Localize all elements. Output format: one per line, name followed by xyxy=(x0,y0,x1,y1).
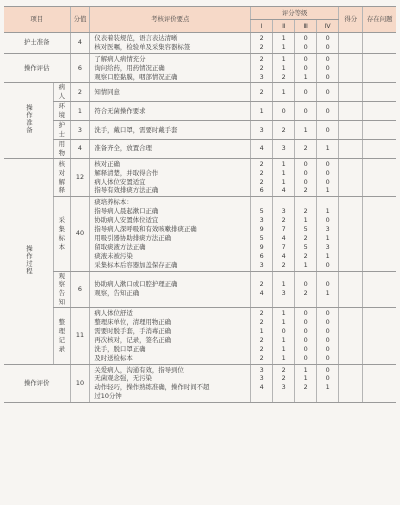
grade-value: 0 xyxy=(325,365,330,374)
problems-cell[interactable] xyxy=(363,33,396,54)
grade-value: 0 xyxy=(281,326,286,335)
grade-value: 3 xyxy=(259,374,264,383)
grade-value: 0 xyxy=(325,34,330,42)
item-name: 用物 xyxy=(54,139,71,158)
grade-value: 0 xyxy=(303,106,308,115)
grade-value: 0 xyxy=(325,335,330,344)
requirement-line: 观察口腔黏膜，咽部情况正确 xyxy=(94,72,178,81)
grade-value: 0 xyxy=(325,63,330,72)
grade-cell xyxy=(317,364,339,403)
grade-value: 0 xyxy=(303,318,308,327)
grade-value: 7 xyxy=(281,242,286,251)
grade-value: 3 xyxy=(325,225,330,234)
grade-value: 3 xyxy=(259,72,264,81)
grade-value: 2 xyxy=(259,344,264,353)
table-row xyxy=(4,158,396,197)
requirement-line: 观察，告知正确 xyxy=(94,289,140,298)
requirements-cell xyxy=(90,139,251,158)
grade-cell xyxy=(251,364,273,403)
grade-value: 9 xyxy=(259,242,264,251)
problems-cell[interactable] xyxy=(363,83,396,102)
grade-value: 0 xyxy=(325,260,330,269)
requirements-cell xyxy=(90,308,251,364)
grade-value: 1 xyxy=(325,289,330,298)
table-row xyxy=(4,83,396,102)
grade-cell xyxy=(251,158,273,197)
grade-value: 0 xyxy=(303,42,308,51)
score-got-cell[interactable] xyxy=(339,197,363,271)
grade-value: 2 xyxy=(259,54,264,63)
grade-value: 0 xyxy=(303,326,308,335)
grade-value: 1 xyxy=(281,177,286,186)
table-row xyxy=(4,33,396,54)
grade-value: 2 xyxy=(281,260,286,269)
score-got-cell[interactable] xyxy=(339,53,363,83)
grade-value: 2 xyxy=(259,177,264,186)
requirements-cell xyxy=(90,271,251,308)
requirement-line: 痰培养标本： xyxy=(94,198,133,207)
item-name: 核对解释 xyxy=(54,158,71,197)
category-prep-label: 操作准备 xyxy=(24,104,33,134)
problems-cell[interactable] xyxy=(363,139,396,158)
requirement-line: 准备齐全，放置合理 xyxy=(94,144,152,153)
grade-cell xyxy=(317,83,339,102)
grade-value: 2 xyxy=(259,280,264,289)
grade-cell xyxy=(251,139,273,158)
requirement-line: 及时送检标本 xyxy=(94,353,133,362)
grade-value: 2 xyxy=(303,383,308,392)
grade-value: 0 xyxy=(325,177,330,186)
grade-value: 0 xyxy=(303,159,308,168)
grade-cell xyxy=(273,271,295,308)
grade-value: 1 xyxy=(281,34,286,42)
grade-value: 2 xyxy=(303,186,308,195)
header-grade-3: Ⅲ xyxy=(295,20,317,33)
grade-value: 5 xyxy=(259,233,264,242)
grade-value: 0 xyxy=(303,280,308,289)
grade-cell xyxy=(273,102,295,121)
grade-value: 0 xyxy=(303,87,308,96)
grade-value: 0 xyxy=(325,353,330,362)
grade-cell xyxy=(295,33,317,54)
requirement-line: 洗手，脱口罩正确 xyxy=(94,344,146,353)
problems-cell[interactable] xyxy=(363,271,396,308)
grade-value: 2 xyxy=(303,233,308,242)
grade-value: 1 xyxy=(303,125,308,134)
requirement-line: 指导有效排痰方法正确 xyxy=(94,186,159,195)
grade-value: 1 xyxy=(281,159,286,168)
grade-cell xyxy=(317,139,339,158)
grade-value: 0 xyxy=(281,106,286,115)
grade-value: 1 xyxy=(281,87,286,96)
grade-value: 1 xyxy=(281,353,286,362)
requirement-line: 指导病人深呼吸和有效咳嗽排痰正确 xyxy=(94,225,197,234)
grade-value: 2 xyxy=(303,207,308,216)
requirement-line: 动作轻巧，操作熟练准确，操作时间不超 xyxy=(94,383,210,392)
grade-value: 2 xyxy=(259,168,264,177)
table-row xyxy=(4,271,396,308)
item-score: 2 xyxy=(70,83,90,102)
grade-value: 1 xyxy=(281,335,286,344)
grade-value xyxy=(253,392,270,401)
item-score: 40 xyxy=(70,197,90,271)
problems-cell[interactable] xyxy=(363,102,396,121)
grade-cell xyxy=(295,121,317,140)
grade-cell xyxy=(317,158,339,197)
grade-value: 1 xyxy=(303,216,308,225)
grade-value: 1 xyxy=(281,280,286,289)
problems-cell[interactable] xyxy=(363,197,396,271)
grade-value: 1 xyxy=(281,344,286,353)
item-name: 整理记录 xyxy=(54,308,71,364)
grade-cell xyxy=(295,308,317,364)
grade-value: 0 xyxy=(325,216,330,225)
item-score: 11 xyxy=(70,308,90,364)
requirements-cell xyxy=(90,364,251,403)
table-row xyxy=(4,197,396,271)
item-score: 6 xyxy=(70,53,90,83)
category-prep xyxy=(4,83,54,158)
grade-value xyxy=(319,198,336,207)
score-got-cell[interactable] xyxy=(339,102,363,121)
score-got-cell[interactable] xyxy=(339,308,363,364)
grade-value: 2 xyxy=(281,216,286,225)
grade-value: 0 xyxy=(325,318,330,327)
grade-cell xyxy=(317,308,339,364)
item-score: 4 xyxy=(70,139,90,158)
grade-value: 0 xyxy=(303,168,308,177)
grade-value: 1 xyxy=(325,251,330,260)
grade-cell xyxy=(317,33,339,54)
grade-value: 1 xyxy=(259,106,264,115)
header-grade-1: Ⅰ xyxy=(251,20,273,33)
requirement-line: 指导病人晨起漱口正确 xyxy=(94,207,159,216)
grade-value xyxy=(275,198,292,207)
grade-value: 2 xyxy=(259,63,264,72)
grade-cell xyxy=(251,53,273,83)
header-grade-group: 评分等级 xyxy=(251,7,339,20)
grade-value: 4 xyxy=(259,289,264,298)
grade-cell xyxy=(317,102,339,121)
item-score: 4 xyxy=(70,33,90,54)
grade-value: 2 xyxy=(259,309,264,318)
grade-value: 1 xyxy=(303,72,308,81)
grade-cell xyxy=(251,197,273,271)
grade-value: 4 xyxy=(259,383,264,392)
grade-value: 0 xyxy=(303,335,308,344)
grade-value: 3 xyxy=(281,289,286,298)
grade-value: 0 xyxy=(303,54,308,63)
problems-cell[interactable] xyxy=(363,308,396,364)
grade-value: 2 xyxy=(281,374,286,383)
grade-value: 0 xyxy=(303,309,308,318)
grade-value: 0 xyxy=(325,168,330,177)
grade-value: 2 xyxy=(303,289,308,298)
item-name: 操作评估 xyxy=(4,53,70,83)
grade-value: 0 xyxy=(325,42,330,51)
requirement-line: 再次核对，记录，签名正确 xyxy=(94,335,172,344)
grade-value: 0 xyxy=(325,106,330,115)
grade-value: 0 xyxy=(325,326,330,335)
grade-value: 0 xyxy=(303,353,308,362)
grade-cell xyxy=(317,121,339,140)
grade-cell xyxy=(295,102,317,121)
grade-cell xyxy=(273,158,295,197)
grade-value: 2 xyxy=(259,34,264,42)
requirements-cell xyxy=(90,102,251,121)
grade-value: 1 xyxy=(325,144,330,153)
grade-value: 2 xyxy=(259,335,264,344)
grade-value: 0 xyxy=(303,344,308,353)
item-name: 采集标本 xyxy=(54,197,71,271)
problems-cell[interactable] xyxy=(363,53,396,83)
grade-value xyxy=(275,392,292,401)
grade-cell xyxy=(295,271,317,308)
requirement-line: 协助病人安置体位适宜 xyxy=(94,216,159,225)
header-requirements: 考核评价要点 xyxy=(90,7,251,33)
grade-cell xyxy=(295,158,317,197)
category-process xyxy=(4,158,54,364)
requirements-cell xyxy=(90,158,251,197)
grade-value: 0 xyxy=(303,34,308,42)
requirement-line: 留取痰液方法正确 xyxy=(94,242,146,251)
grade-value: 1 xyxy=(281,168,286,177)
requirement-line: 痰液未被污染 xyxy=(94,251,133,260)
grade-cell xyxy=(273,364,295,403)
grade-value: 2 xyxy=(281,365,286,374)
requirements-cell xyxy=(90,197,251,271)
grade-cell xyxy=(273,33,295,54)
table-row xyxy=(4,364,396,403)
grade-value: 1 xyxy=(325,233,330,242)
grade-value: 1 xyxy=(281,318,286,327)
requirement-line: 协助病人漱口或口腔护理正确 xyxy=(94,280,178,289)
grade-value: 3 xyxy=(259,125,264,134)
grade-value: 1 xyxy=(281,309,286,318)
score-got-cell[interactable] xyxy=(339,271,363,308)
problems-cell[interactable] xyxy=(363,158,396,197)
category-process-label: 操作过程 xyxy=(24,244,33,275)
score-got-cell[interactable] xyxy=(339,364,363,403)
grade-value: 2 xyxy=(259,87,264,96)
score-got-cell[interactable] xyxy=(339,33,363,54)
grade-cell xyxy=(273,139,295,158)
grade-value xyxy=(253,198,270,207)
grade-value: 0 xyxy=(325,344,330,353)
grade-cell xyxy=(273,308,295,364)
item-name: 观察告知 xyxy=(54,271,71,308)
score-got-cell[interactable] xyxy=(339,121,363,140)
grade-cell xyxy=(273,121,295,140)
score-got-cell[interactable] xyxy=(339,139,363,158)
requirements-cell xyxy=(90,33,251,54)
grade-cell xyxy=(295,364,317,403)
requirement-line: 洗手，戴口罩，需要时戴手套 xyxy=(94,125,178,134)
requirements-cell xyxy=(90,53,251,83)
item-score: 3 xyxy=(70,121,90,140)
grade-cell xyxy=(251,121,273,140)
grade-value: 1 xyxy=(303,365,308,374)
item-name: 环境 xyxy=(54,102,71,121)
table-row xyxy=(4,121,396,140)
grade-value: 3 xyxy=(281,383,286,392)
table-row xyxy=(4,102,396,121)
item-name: 病人 xyxy=(54,83,71,102)
grade-value: 0 xyxy=(325,159,330,168)
grade-value: 5 xyxy=(259,207,264,216)
grade-value xyxy=(319,392,336,401)
grade-cell xyxy=(251,308,273,364)
grade-value: 5 xyxy=(303,225,308,234)
header-score: 分值 xyxy=(70,7,90,33)
grade-value: 0 xyxy=(325,125,330,134)
score-got-cell[interactable] xyxy=(339,158,363,197)
item-name: 护士准备 xyxy=(4,33,70,54)
grade-cell xyxy=(317,271,339,308)
requirement-line: 过10分钟 xyxy=(94,392,122,401)
grade-value: 0 xyxy=(325,72,330,81)
grade-value: 1 xyxy=(325,383,330,392)
grade-cell xyxy=(273,197,295,271)
grade-value: 2 xyxy=(259,353,264,362)
grade-cell xyxy=(273,53,295,83)
requirement-line: 无菌观念强，无污染 xyxy=(94,374,152,383)
grade-cell xyxy=(295,53,317,83)
grade-value: 2 xyxy=(281,125,286,134)
requirement-line: 用吸引器协助排痰方法正确 xyxy=(94,233,172,242)
grade-value: 1 xyxy=(303,374,308,383)
requirement-line: 了解病人病情充分 xyxy=(94,54,146,63)
grade-cell xyxy=(295,197,317,271)
grade-value: 0 xyxy=(325,280,330,289)
requirement-line: 询问给药，用药情况正确 xyxy=(94,63,165,72)
grade-value: 3 xyxy=(281,207,286,216)
grade-cell xyxy=(251,33,273,54)
grade-value: 0 xyxy=(325,309,330,318)
requirement-line: 核对医嘱，检验单及采集容器标签 xyxy=(94,42,191,51)
grade-value: 6 xyxy=(259,186,264,195)
requirement-line: 符合无菌操作要求 xyxy=(94,106,146,115)
grade-value: 1 xyxy=(281,54,286,63)
grade-value: 1 xyxy=(325,186,330,195)
problems-cell[interactable] xyxy=(363,364,396,403)
grade-value: 3 xyxy=(281,144,286,153)
table-row xyxy=(4,139,396,158)
header-grade-2: Ⅱ xyxy=(273,20,295,33)
grade-value: 2 xyxy=(259,159,264,168)
item-name: 操作评价 xyxy=(4,364,70,403)
requirement-line: 病人体位安置适宜 xyxy=(94,177,146,186)
grade-value: 2 xyxy=(303,251,308,260)
item-score: 6 xyxy=(70,271,90,308)
grade-value: 4 xyxy=(281,251,286,260)
grade-value: 3 xyxy=(259,260,264,269)
requirement-line: 仪表着装规范，语言表达清晰 xyxy=(94,34,178,42)
item-name: 护士 xyxy=(54,121,71,140)
item-score: 12 xyxy=(70,158,90,197)
grade-cell xyxy=(251,102,273,121)
requirements-cell xyxy=(90,83,251,102)
header-problems: 存在问题 xyxy=(363,7,396,33)
grade-value: 0 xyxy=(325,54,330,63)
grade-value: 3 xyxy=(259,216,264,225)
grade-value: 1 xyxy=(259,326,264,335)
requirement-line: 解释清楚，并取得合作 xyxy=(94,168,159,177)
grade-value: 3 xyxy=(259,365,264,374)
grade-value: 0 xyxy=(325,374,330,383)
requirement-line: 关爱病人，沟通有效，指导到位 xyxy=(94,365,184,374)
grade-cell xyxy=(251,271,273,308)
grade-value: 2 xyxy=(281,72,286,81)
grade-value: 6 xyxy=(259,251,264,260)
requirement-line: 需要时脱手套，手消毒正确 xyxy=(94,326,172,335)
item-score: 1 xyxy=(70,102,90,121)
grade-value: 4 xyxy=(259,144,264,153)
grade-value: 1 xyxy=(303,260,308,269)
requirement-line: 病人体位舒适 xyxy=(94,309,133,318)
header-item: 项目 xyxy=(4,7,70,33)
grade-value: 0 xyxy=(303,177,308,186)
grade-cell xyxy=(273,83,295,102)
score-got-cell[interactable] xyxy=(339,83,363,102)
grade-value: 2 xyxy=(259,318,264,327)
grade-value: 1 xyxy=(281,63,286,72)
requirement-line: 采集标本后容器加盖保存正确 xyxy=(94,260,178,269)
requirement-line: 整理床单位，清理用物正确 xyxy=(94,318,172,327)
grade-value xyxy=(297,198,314,207)
requirements-cell xyxy=(90,121,251,140)
header-grade-4: Ⅳ xyxy=(317,20,339,33)
grade-value: 2 xyxy=(259,42,264,51)
header-got: 得分 xyxy=(339,7,363,33)
grade-cell xyxy=(317,53,339,83)
grade-value: 1 xyxy=(325,207,330,216)
grade-cell xyxy=(295,83,317,102)
table-row xyxy=(4,308,396,364)
item-score: 10 xyxy=(70,364,90,403)
table-row xyxy=(4,53,396,83)
grade-value: 4 xyxy=(281,186,286,195)
grade-value: 9 xyxy=(259,225,264,234)
problems-cell[interactable] xyxy=(363,121,396,140)
grade-value: 7 xyxy=(281,225,286,234)
requirement-line: 核对正确 xyxy=(94,159,120,168)
grade-cell xyxy=(251,83,273,102)
assessment-table xyxy=(4,6,396,403)
grade-value: 0 xyxy=(325,87,330,96)
grade-cell xyxy=(317,197,339,271)
grade-value: 1 xyxy=(281,42,286,51)
grade-value: 4 xyxy=(281,233,286,242)
requirement-line: 知情同意 xyxy=(94,87,120,96)
grade-value: 3 xyxy=(325,242,330,251)
grade-value: 2 xyxy=(303,144,308,153)
grade-value xyxy=(297,392,314,401)
grade-value: 5 xyxy=(303,242,308,251)
grade-value: 0 xyxy=(303,63,308,72)
grade-cell xyxy=(295,139,317,158)
